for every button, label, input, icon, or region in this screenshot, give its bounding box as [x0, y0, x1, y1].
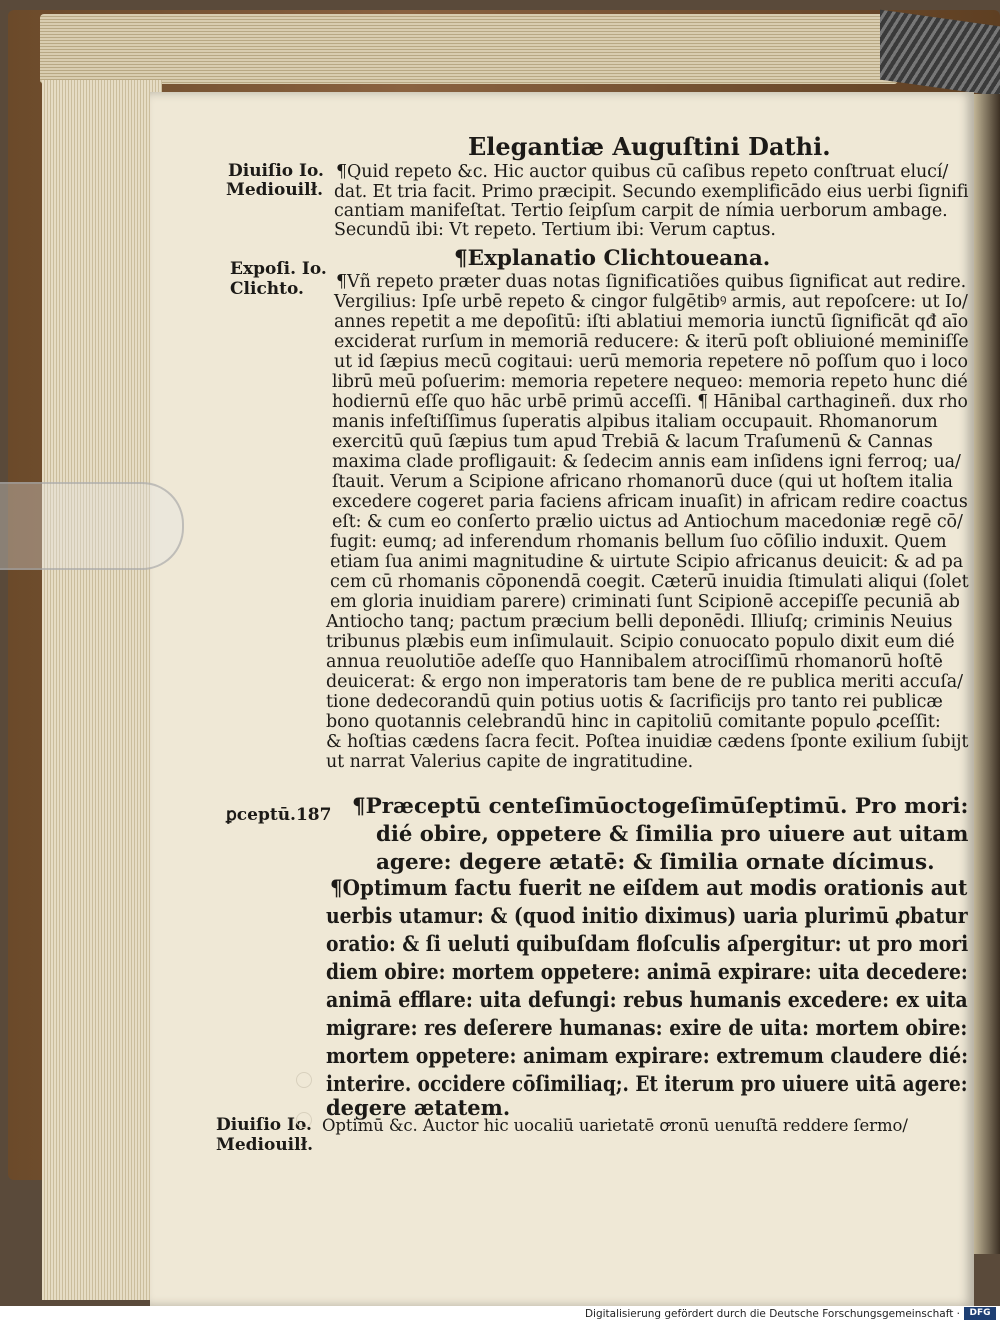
text-line: tione dedecorandū quin potius uotis & ſacrificijs pro tanto rei publicæ	[326, 692, 943, 712]
text-line: em gloria inuidiam parere) criminati ſunt Scipionē accepiſſe pecuniā ab	[330, 592, 960, 612]
precept-text-line: interire. occidere cōſimiliaq;. Et iterum pro uiuere uitā agere:	[326, 1071, 968, 1096]
text-line: tribunus plæbis eum inſimulauit. Scipio conuocato populo dixit eum dié	[326, 632, 955, 652]
precept-text-line: degere ætatem.	[326, 1095, 511, 1120]
text-line: annua reuolutiōe adeſſe quo Hannibalem atrociſſimū rhomanorū hoſtē	[326, 652, 943, 672]
section-heading: ¶Explanatio Clichtoueana.	[454, 246, 771, 271]
text-line: ¶Quid repeto &c. Hic auctor quibus cū caſibus repeto conſtruat elucí/	[336, 162, 949, 182]
text-line: ſtauit. Verum a Scipione africano rhomanorū duce (qui ut hoſtem italia	[332, 472, 953, 492]
precept-heading-line: dié obire, oppetere & ſimilia pro uiuere aut uitam	[376, 822, 969, 847]
dfg-logo: DFG	[964, 1307, 996, 1320]
text-line: Vergilius: Ipſe urbē repeto & cingor fulgētibꝰ armis, aut repoſcere: ut Io/	[334, 292, 968, 312]
text-line: annes repetit a me depoſitū: iſti ablatiui memoria iunctū ſignificāt qđ aīo	[334, 312, 969, 332]
text-line: fugit: eumq; ad inferendum rhomanis bellum ſuo cōſilio induxit. Quem	[330, 532, 947, 552]
margin-note-divisio-lower-2: Mediouilł.	[216, 1135, 314, 1155]
text-line: ¶Vñ repeto præter duas notas ſignificatiões quibus ſignificat aut redire.	[336, 272, 967, 292]
margin-note-divisio-lower: Diuiſio Io.	[216, 1115, 312, 1135]
precept-heading-line: agere: degere ætatē: & ſimilia ornate dícimus.	[376, 850, 935, 875]
text-line: etiam ſua animi magnitudine & uirtute Scipio africanus deuicit: & ad pa	[330, 552, 964, 572]
margin-note-praeceptum: ꝑceptū.187	[226, 805, 332, 825]
precept-text-line: animā efflare: uita defungi: rebus humanis excedere: ex uita	[326, 987, 968, 1012]
text-line: ut narrat Valerius capite de ingratitudine.	[326, 752, 694, 772]
text-line: cantiam manifeſtat. Tertio ſeipſum carpit de nímia uerborum ambage.	[334, 201, 948, 221]
precept-text-line: oratio: & ſi ueluti quibuſdam floſculis aſpergitur: ut pro mori	[326, 931, 969, 956]
precept-heading: ¶Præceptū centeſimūoctogeſimūſeptimū. Pro mori:	[352, 794, 969, 819]
text-line: exercitū quū ſæpius tum apud Trebiā & lacum Traſumenū & Cannas	[332, 432, 933, 452]
precept-text-line: uerbis utamur: & (quod initio diximus) uaria plurimū ꝓbatur	[326, 903, 968, 928]
precept-text-line: diem obire: mortem oppetere: animā expirare: uita decedere:	[326, 959, 968, 984]
page-edges-top	[40, 14, 898, 84]
text-line: dat. Et tria facit. Primo præcipit. Secundo exemplificādo eius uerbi ſignifi	[334, 182, 969, 202]
book-gutter	[972, 94, 1000, 1254]
page-holder-dot	[296, 1072, 312, 1088]
text-line: hodiernū eſſe quo hāc urbē primū acceſſi. ¶ Hānibal carthagineñ. dux rho	[332, 392, 968, 412]
precept-text-line: migrare: res deſerere humanas: exire de uita: mortem obire:	[326, 1015, 968, 1040]
text-line: & hoſtias cædens ſacra fecit. Poſtea inuidiæ cædens ſponte exilium ſubijt	[326, 732, 969, 752]
text-line: deuicerat: & ergo non imperatoris tam bene de re publica meriti accuſa/	[326, 672, 963, 692]
text-line: maxima clade profligauit: & ſedecim annis eam inſidens igni ferroq; ua/	[332, 452, 961, 472]
page-holder-dot	[296, 1112, 312, 1128]
text-line: librū meū poſuerim: memoria repetere nequeo: memoria repeto hunc dié	[332, 372, 968, 392]
text-line: excedere cogeret paria faciens africam inuaſit) in africam redire coactus	[332, 492, 968, 512]
precept-text-line: mortem oppetere: animam expirare: extremum claudere dié:	[326, 1043, 969, 1068]
margin-note-expositio: Expoſi. Io.	[230, 259, 327, 279]
text-line: manis infeſtiſſimus ſuperatis alpibus italiam occupauit. Rhomanorum	[332, 412, 938, 432]
glass-page-clip	[0, 482, 184, 570]
margin-note-divisio: Diuiſio Io.	[228, 161, 324, 181]
text-line: exciderat rurſum in memoriā reducere: & iterū poſt obliuioné meminiſſe	[334, 332, 969, 352]
page-title: Elegantiæ Auguſtini Dathi.	[468, 132, 831, 161]
precept-text-line: ¶Optimum factu fuerit ne eiſdem aut modis orationis aut	[330, 875, 968, 900]
text-line: Antiocho tanq; pactum præcium belli deponēdi. Illiuſq; criminis Neuius	[326, 612, 953, 632]
page-edges-left	[42, 80, 162, 1300]
margin-note-expositio-2: Clichto.	[230, 279, 304, 299]
text-line: eſt: & cum eo conſerto prælio uictus ad Antiochum macedoniæ regē cō/	[332, 512, 963, 532]
text-line: cem cū rhomanis cōponendā coegit. Cæterū inuidia ſtimulati aliqui (ſolet	[330, 572, 969, 592]
text-line: Optimū &c. Auctor hic uocaliū uarietatē ꝍronū uenuſtā reddere ſermo/	[322, 1116, 908, 1135]
footer-bar	[0, 1306, 1000, 1322]
text-line: ut id ſæpius mecū cogitaui: uerū memoria repetere nō poſſum quo i loco	[334, 352, 968, 372]
funding-credit: Digitalisierung gefördert durch die Deutsche Forschungsgemeinschaft ·	[584, 1308, 960, 1320]
text-line: Secundū ibi: Vt repeto. Tertium ibi: Verum captus.	[334, 220, 776, 240]
margin-note-divisio-2: Mediouilł.	[226, 180, 324, 200]
text-line: bono quotannis celebrandū hinc in capitoliū comitante populo ꝓceſſit:	[326, 712, 941, 732]
